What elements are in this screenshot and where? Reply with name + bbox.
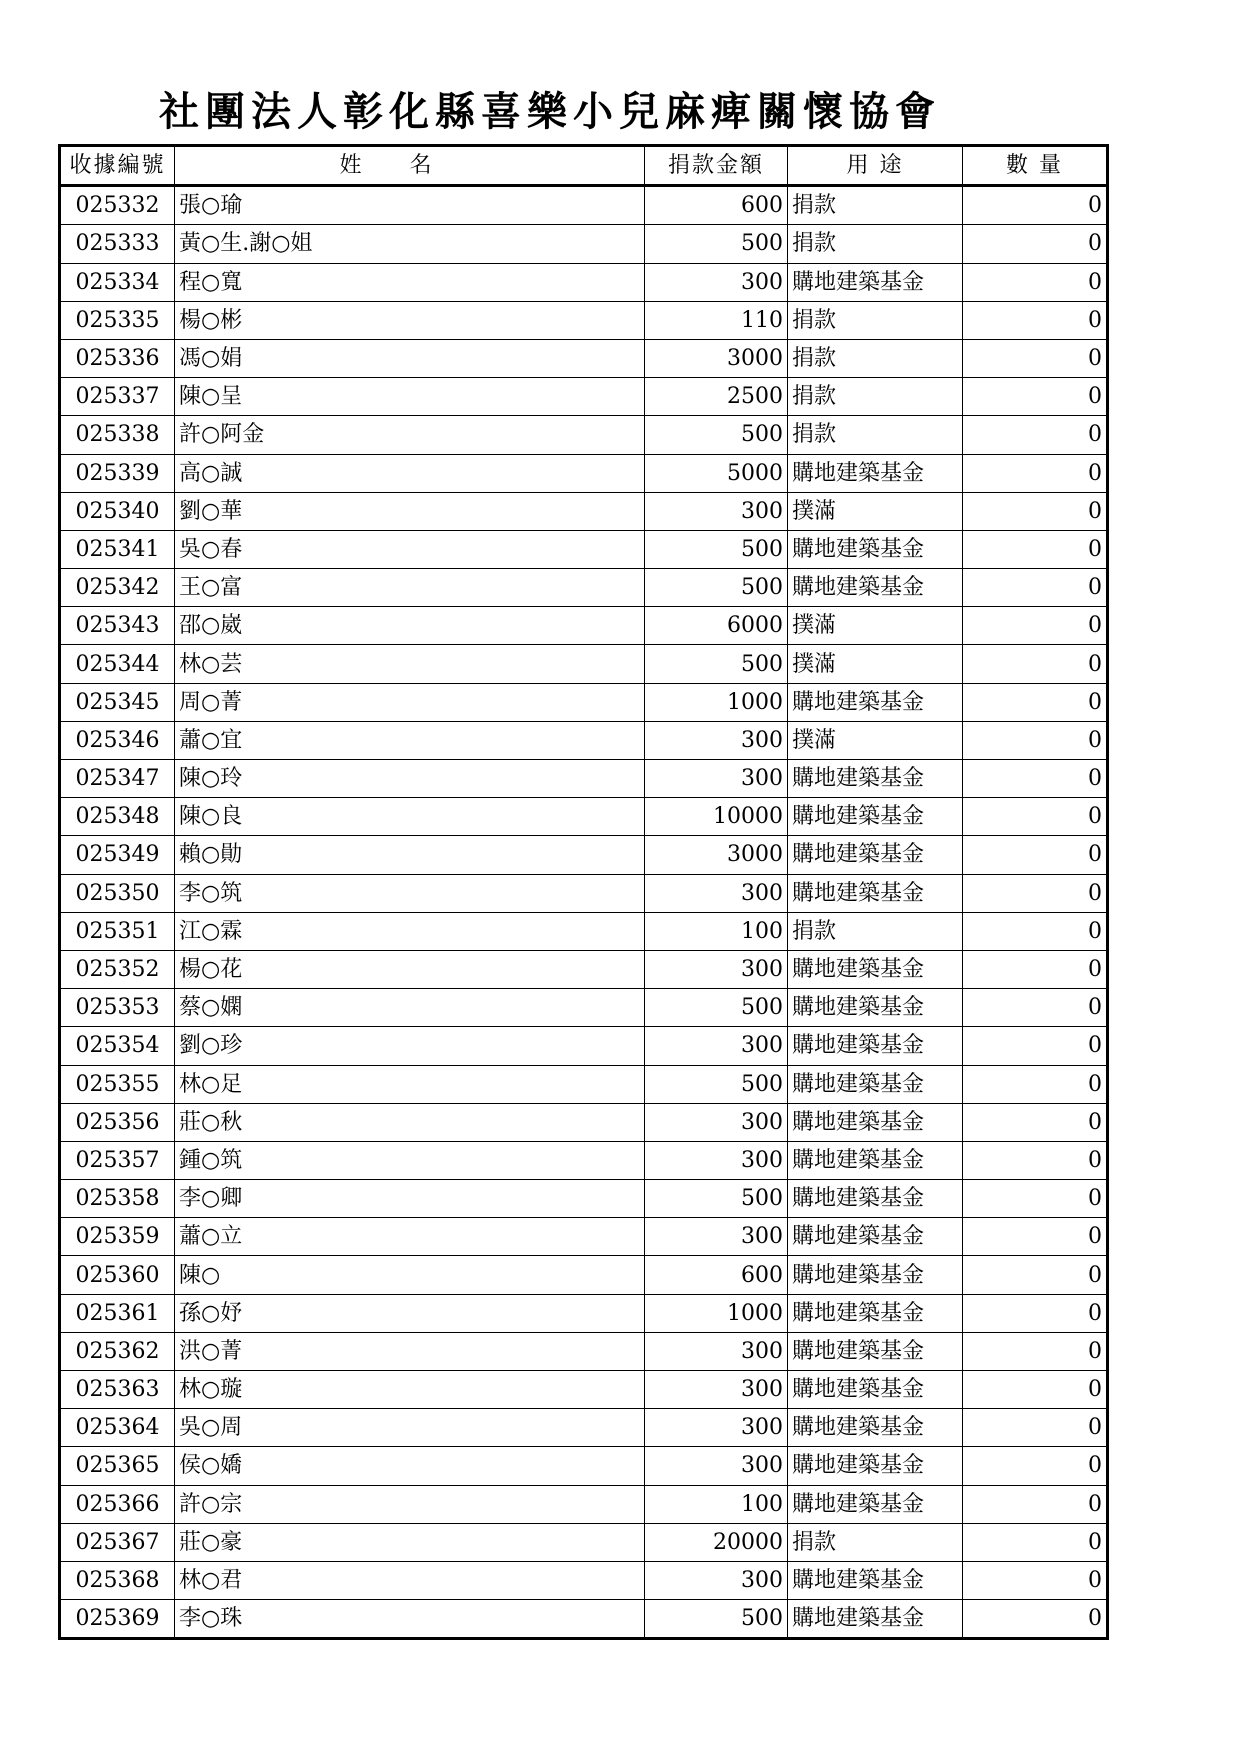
table-row <box>60 874 1108 912</box>
cell-quantity: 0 <box>963 1294 1108 1332</box>
cell-receipt-no: 025342 <box>60 569 175 607</box>
cell-amount: 300 <box>645 1141 788 1179</box>
cell-purpose: 捐款 <box>788 186 963 225</box>
cell-amount: 300 <box>645 1027 788 1065</box>
cell-quantity: 0 <box>963 874 1108 912</box>
cell-purpose: 購地建築基金 <box>788 1447 963 1485</box>
cell-purpose: 購地建築基金 <box>788 1332 963 1370</box>
donation-table <box>58 144 1109 1640</box>
cell-receipt-no: 025366 <box>60 1485 175 1523</box>
cell-purpose: 撲滿 <box>788 607 963 645</box>
cell-receipt-no: 025345 <box>60 683 175 721</box>
cell-purpose: 購地建築基金 <box>788 1256 963 1294</box>
cell-receipt-no: 025348 <box>60 798 175 836</box>
table-row <box>60 186 1108 225</box>
cell-receipt-no: 025346 <box>60 721 175 759</box>
table-row <box>60 530 1108 568</box>
table-row <box>60 263 1108 301</box>
cell-purpose: 撲滿 <box>788 492 963 530</box>
table-row <box>60 1523 1108 1561</box>
cell-amount: 2500 <box>645 378 788 416</box>
cell-purpose: 捐款 <box>788 1523 963 1561</box>
cell-purpose: 捐款 <box>788 301 963 339</box>
cell-amount: 500 <box>645 1180 788 1218</box>
cell-quantity: 0 <box>963 492 1108 530</box>
cell-name: 莊○豪 <box>175 1523 645 1561</box>
cell-purpose: 購地建築基金 <box>788 1561 963 1599</box>
table-row <box>60 760 1108 798</box>
cell-amount: 300 <box>645 1447 788 1485</box>
cell-receipt-no: 025338 <box>60 416 175 454</box>
cell-amount: 500 <box>645 530 788 568</box>
cell-amount: 5000 <box>645 454 788 492</box>
header-purpose: 用 途 <box>788 146 963 186</box>
cell-amount: 300 <box>645 874 788 912</box>
cell-name: 林○君 <box>175 1561 645 1599</box>
cell-name: 賴○勛 <box>175 836 645 874</box>
table-row <box>60 1332 1108 1370</box>
header-name-label: 姓名 <box>339 153 480 179</box>
cell-quantity: 0 <box>963 989 1108 1027</box>
cell-amount: 500 <box>645 989 788 1027</box>
cell-name: 楊○花 <box>175 950 645 988</box>
cell-quantity: 0 <box>963 378 1108 416</box>
cell-quantity: 0 <box>963 416 1108 454</box>
cell-receipt-no: 025352 <box>60 950 175 988</box>
cell-amount: 300 <box>645 1332 788 1370</box>
cell-purpose: 購地建築基金 <box>788 989 963 1027</box>
cell-name: 李○筑 <box>175 874 645 912</box>
cell-purpose: 購地建築基金 <box>788 1371 963 1409</box>
cell-name: 張○瑜 <box>175 186 645 225</box>
cell-name: 林○足 <box>175 1065 645 1103</box>
cell-name: 程○寬 <box>175 263 645 301</box>
cell-quantity: 0 <box>963 912 1108 950</box>
cell-amount: 110 <box>645 301 788 339</box>
cell-receipt-no: 025353 <box>60 989 175 1027</box>
cell-quantity: 0 <box>963 1485 1108 1523</box>
cell-purpose: 購地建築基金 <box>788 569 963 607</box>
table-row <box>60 950 1108 988</box>
table-row <box>60 912 1108 950</box>
cell-amount: 500 <box>645 225 788 263</box>
cell-purpose: 購地建築基金 <box>788 1027 963 1065</box>
cell-quantity: 0 <box>963 836 1108 874</box>
cell-purpose: 購地建築基金 <box>788 836 963 874</box>
table-row <box>60 454 1108 492</box>
cell-receipt-no: 025362 <box>60 1332 175 1370</box>
cell-name: 李○卿 <box>175 1180 645 1218</box>
cell-amount: 3000 <box>645 836 788 874</box>
cell-name: 吳○周 <box>175 1409 645 1447</box>
table-row <box>60 721 1108 759</box>
cell-receipt-no: 025369 <box>60 1600 175 1639</box>
cell-amount: 3000 <box>645 339 788 377</box>
table-row <box>60 378 1108 416</box>
cell-quantity: 0 <box>963 1141 1108 1179</box>
cell-purpose: 捐款 <box>788 339 963 377</box>
cell-name: 吳○春 <box>175 530 645 568</box>
cell-quantity: 0 <box>963 1409 1108 1447</box>
cell-amount: 100 <box>645 912 788 950</box>
cell-receipt-no: 025358 <box>60 1180 175 1218</box>
cell-quantity: 0 <box>963 225 1108 263</box>
cell-amount: 300 <box>645 1103 788 1141</box>
cell-amount: 300 <box>645 263 788 301</box>
cell-name: 李○珠 <box>175 1600 645 1639</box>
table-row <box>60 1065 1108 1103</box>
table-row <box>60 836 1108 874</box>
table-row <box>60 798 1108 836</box>
cell-purpose: 購地建築基金 <box>788 950 963 988</box>
table-row <box>60 1218 1108 1256</box>
table-row <box>60 989 1108 1027</box>
cell-amount: 600 <box>645 186 788 225</box>
cell-quantity: 0 <box>963 1180 1108 1218</box>
table-row <box>60 645 1108 683</box>
cell-receipt-no: 025341 <box>60 530 175 568</box>
cell-quantity: 0 <box>963 1218 1108 1256</box>
cell-quantity: 0 <box>963 1103 1108 1141</box>
cell-name: 高○誠 <box>175 454 645 492</box>
cell-amount: 6000 <box>645 607 788 645</box>
cell-amount: 300 <box>645 950 788 988</box>
cell-quantity: 0 <box>963 721 1108 759</box>
cell-receipt-no: 025351 <box>60 912 175 950</box>
cell-purpose: 購地建築基金 <box>788 1485 963 1523</box>
cell-receipt-no: 025354 <box>60 1027 175 1065</box>
cell-name: 江○霖 <box>175 912 645 950</box>
cell-name: 劉○華 <box>175 492 645 530</box>
cell-name: 莊○秋 <box>175 1103 645 1141</box>
cell-receipt-no: 025343 <box>60 607 175 645</box>
table-row <box>60 225 1108 263</box>
cell-amount: 100 <box>645 1485 788 1523</box>
header-amount: 捐款金額 <box>645 146 788 186</box>
cell-name: 洪○菁 <box>175 1332 645 1370</box>
table-row <box>60 1103 1108 1141</box>
cell-name: 鍾○筑 <box>175 1141 645 1179</box>
cell-name: 孫○妤 <box>175 1294 645 1332</box>
table-row <box>60 492 1108 530</box>
cell-amount: 300 <box>645 1561 788 1599</box>
table-row <box>60 1485 1108 1523</box>
cell-quantity: 0 <box>963 186 1108 225</box>
table-row <box>60 1256 1108 1294</box>
table-row <box>60 1294 1108 1332</box>
cell-receipt-no: 025361 <box>60 1294 175 1332</box>
cell-quantity: 0 <box>963 263 1108 301</box>
cell-amount: 500 <box>645 416 788 454</box>
cell-quantity: 0 <box>963 798 1108 836</box>
table-row <box>60 339 1108 377</box>
cell-quantity: 0 <box>963 1065 1108 1103</box>
cell-purpose: 購地建築基金 <box>788 874 963 912</box>
cell-name: 周○菁 <box>175 683 645 721</box>
cell-amount: 300 <box>645 721 788 759</box>
cell-quantity: 0 <box>963 1371 1108 1409</box>
cell-name: 邵○崴 <box>175 607 645 645</box>
table-row <box>60 1447 1108 1485</box>
cell-receipt-no: 025339 <box>60 454 175 492</box>
cell-purpose: 購地建築基金 <box>788 798 963 836</box>
cell-receipt-no: 025356 <box>60 1103 175 1141</box>
cell-purpose: 購地建築基金 <box>788 1103 963 1141</box>
table-body <box>60 186 1108 1639</box>
cell-quantity: 0 <box>963 683 1108 721</box>
table-row <box>60 1371 1108 1409</box>
cell-quantity: 0 <box>963 760 1108 798</box>
cell-amount: 500 <box>645 1065 788 1103</box>
cell-purpose: 購地建築基金 <box>788 1409 963 1447</box>
cell-purpose: 購地建築基金 <box>788 1141 963 1179</box>
cell-purpose: 購地建築基金 <box>788 1600 963 1639</box>
table-row <box>60 1409 1108 1447</box>
cell-receipt-no: 025340 <box>60 492 175 530</box>
cell-purpose: 撲滿 <box>788 645 963 683</box>
table-row <box>60 607 1108 645</box>
document-title: 社團法人彰化縣喜樂小兒麻痺關懷協會 <box>159 88 941 135</box>
cell-amount: 500 <box>645 569 788 607</box>
cell-receipt-no: 025334 <box>60 263 175 301</box>
cell-purpose: 撲滿 <box>788 721 963 759</box>
cell-amount: 300 <box>645 492 788 530</box>
table-row <box>60 1561 1108 1599</box>
table-row <box>60 683 1108 721</box>
cell-amount: 1000 <box>645 683 788 721</box>
table-row <box>60 1600 1108 1639</box>
cell-quantity: 0 <box>963 339 1108 377</box>
cell-name: 楊○彬 <box>175 301 645 339</box>
cell-quantity: 0 <box>963 530 1108 568</box>
cell-receipt-no: 025337 <box>60 378 175 416</box>
header-row <box>60 146 1108 186</box>
cell-quantity: 0 <box>963 1027 1108 1065</box>
cell-amount: 10000 <box>645 798 788 836</box>
cell-name: 林○芸 <box>175 645 645 683</box>
cell-receipt-no: 025359 <box>60 1218 175 1256</box>
cell-receipt-no: 025367 <box>60 1523 175 1561</box>
cell-purpose: 購地建築基金 <box>788 454 963 492</box>
cell-receipt-no: 025336 <box>60 339 175 377</box>
header-receipt-no: 收據編號 <box>60 146 175 186</box>
cell-purpose: 捐款 <box>788 416 963 454</box>
cell-receipt-no: 025365 <box>60 1447 175 1485</box>
cell-amount: 500 <box>645 1600 788 1639</box>
cell-quantity: 0 <box>963 301 1108 339</box>
cell-quantity: 0 <box>963 1332 1108 1370</box>
cell-purpose: 購地建築基金 <box>788 1218 963 1256</box>
cell-quantity: 0 <box>963 1561 1108 1599</box>
cell-receipt-no: 025360 <box>60 1256 175 1294</box>
cell-quantity: 0 <box>963 1256 1108 1294</box>
header-name <box>175 146 645 186</box>
cell-amount: 600 <box>645 1256 788 1294</box>
cell-name: 蔡○嫻 <box>175 989 645 1027</box>
cell-amount: 500 <box>645 645 788 683</box>
cell-name: 侯○嬌 <box>175 1447 645 1485</box>
cell-quantity: 0 <box>963 1523 1108 1561</box>
cell-receipt-no: 025368 <box>60 1561 175 1599</box>
cell-name: 許○宗 <box>175 1485 645 1523</box>
cell-amount: 300 <box>645 1218 788 1256</box>
cell-purpose: 購地建築基金 <box>788 683 963 721</box>
cell-receipt-no: 025335 <box>60 301 175 339</box>
cell-receipt-no: 025364 <box>60 1409 175 1447</box>
cell-name: 蕭○立 <box>175 1218 645 1256</box>
cell-receipt-no: 025350 <box>60 874 175 912</box>
cell-receipt-no: 025363 <box>60 1371 175 1409</box>
table-row <box>60 1027 1108 1065</box>
cell-quantity: 0 <box>963 1600 1108 1639</box>
cell-name: 黃○生.謝○姐 <box>175 225 645 263</box>
cell-purpose: 購地建築基金 <box>788 263 963 301</box>
cell-amount: 1000 <box>645 1294 788 1332</box>
cell-name: 蕭○宜 <box>175 721 645 759</box>
cell-name: 劉○珍 <box>175 1027 645 1065</box>
cell-purpose: 購地建築基金 <box>788 530 963 568</box>
cell-quantity: 0 <box>963 645 1108 683</box>
table-row <box>60 1141 1108 1179</box>
cell-receipt-no: 025333 <box>60 225 175 263</box>
cell-purpose: 購地建築基金 <box>788 1180 963 1218</box>
cell-receipt-no: 025357 <box>60 1141 175 1179</box>
cell-purpose: 購地建築基金 <box>788 1294 963 1332</box>
cell-purpose: 捐款 <box>788 912 963 950</box>
cell-purpose: 捐款 <box>788 378 963 416</box>
cell-purpose: 購地建築基金 <box>788 1065 963 1103</box>
table-row <box>60 301 1108 339</box>
table-row <box>60 416 1108 454</box>
table-row <box>60 1180 1108 1218</box>
cell-name: 陳○呈 <box>175 378 645 416</box>
cell-purpose: 購地建築基金 <box>788 760 963 798</box>
cell-name: 陳○玲 <box>175 760 645 798</box>
cell-name: 許○阿金 <box>175 416 645 454</box>
cell-quantity: 0 <box>963 1447 1108 1485</box>
cell-quantity: 0 <box>963 569 1108 607</box>
cell-amount: 300 <box>645 1409 788 1447</box>
cell-name: 林○璇 <box>175 1371 645 1409</box>
cell-name: 王○富 <box>175 569 645 607</box>
header-quantity: 數 量 <box>963 146 1108 186</box>
cell-receipt-no: 025349 <box>60 836 175 874</box>
cell-name: 陳○ <box>175 1256 645 1294</box>
cell-quantity: 0 <box>963 607 1108 645</box>
cell-receipt-no: 025344 <box>60 645 175 683</box>
cell-amount: 300 <box>645 1371 788 1409</box>
cell-receipt-no: 025332 <box>60 186 175 225</box>
cell-name: 陳○良 <box>175 798 645 836</box>
cell-receipt-no: 025355 <box>60 1065 175 1103</box>
cell-name: 馮○娟 <box>175 339 645 377</box>
table-row <box>60 569 1108 607</box>
cell-quantity: 0 <box>963 454 1108 492</box>
cell-purpose: 捐款 <box>788 225 963 263</box>
cell-amount: 20000 <box>645 1523 788 1561</box>
cell-amount: 300 <box>645 760 788 798</box>
cell-receipt-no: 025347 <box>60 760 175 798</box>
cell-quantity: 0 <box>963 950 1108 988</box>
